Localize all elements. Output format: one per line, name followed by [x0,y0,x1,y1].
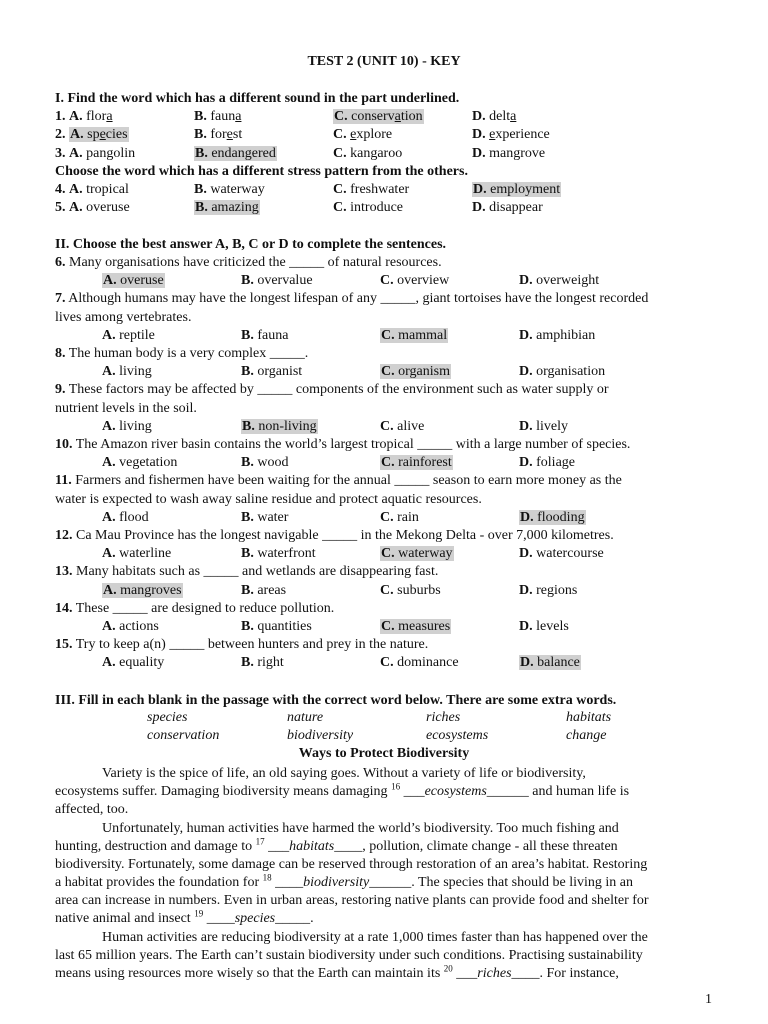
answer-option: D. organisation [519,364,606,379]
answer-option: C. rain [380,510,419,525]
section-2-heading: II. Choose the best answer A, B, C or D to complete the sentences. [55,237,447,252]
answer-option: D. foliage [519,455,575,470]
answer-18: biodiversity [303,875,370,890]
question-text: 10. The Amazon river basin contains the world’s largest tropical _____ with a large number of species. [55,437,631,452]
passage-line: biodiversity. Fortunately, some damage can be reserved through restoration of an area’s habitat. Restoring [55,857,648,872]
question-text: lives among vertebrates. [55,310,192,325]
passage-line: native animal and insect $^{19}$ ____species_____. [55,908,314,926]
question-text: 14. These _____ are designed to reduce pollution. [55,601,335,616]
passage-line: ecosystems suffer. Damaging biodiversity means damaging $^{16}$ ___ecosystems______ and human life is [55,781,630,799]
answer-option: A. living [102,364,152,379]
answer-option: B. fauna [241,328,289,343]
document-title: TEST 2 (UNIT 10) - KEY [307,54,461,69]
passage-line: Variety is the spice of life, an old saying goes. Without a variety of life or biodiversity, [102,766,586,781]
answer-option: C. rainforest [381,455,452,470]
q4-option-a: 4. A. tropical [55,182,129,197]
question-text: 15. Try to keep a(n) _____ between hunters and prey in the nature. [55,637,429,652]
question-text: water is expected to wash away saline residue and protect aquatic resources. [55,492,482,507]
question-text: 11. Farmers and fishermen have been waiting for the annual _____ season to earn more money as the [55,473,622,488]
answer-option: B. right [241,655,284,670]
answer-option: B. non-living [242,419,317,434]
q4-option-d: D. employment [473,182,561,197]
passage-line: affected, too. [55,802,129,817]
answer-option: D. levels [519,619,569,634]
answer-option: B. organist [241,364,303,379]
answer-option: C. dominance [380,655,459,670]
passage-line: Unfortunately, human activities have harmed the world’s biodiversity. Too much fishing and [102,821,619,836]
answer-option: B. wood [241,455,289,470]
answer-option: A. flood [102,510,149,525]
answer-16: ecosystems [424,784,487,799]
passage-line: hunting, destruction and damage to $^{17}$ ___habitats____, pollution, climate change - all these threaten [55,836,618,854]
question-text: 9. These factors may be affected by _____ components of the environment such as water supply or [55,382,609,397]
question-text: nutrient levels in the soil. [55,401,197,416]
answer-option: A. vegetation [102,455,178,470]
passage-line: means using resources more wisely so that the Earth can maintain its $^{20}$ ___riches____. For instance, [55,963,619,981]
q4-option-b: B. waterway [194,182,265,197]
answer-option: B. overvalue [241,273,313,288]
answer-17: habitats [289,839,335,854]
answer-option: C. waterway [381,546,453,561]
question-text: 8. The human body is a very complex _____. [55,346,309,361]
q1-option-c: C. conservation [334,109,423,124]
q2-option-b: B. forest [194,127,243,142]
q1-option-a: 1. A. flora [55,109,113,124]
page-number: 1 [705,992,712,1007]
q5-option-b: B. amazing [195,200,259,215]
word-bank-item: change [566,728,607,743]
word-bank-item: species [147,710,188,725]
answer-option: D. amphibian [519,328,596,343]
q3-option-d: D. mangrove [472,146,546,161]
answer-option: C. organism [381,364,450,379]
q3-option-b: B. endangered [195,146,276,161]
answer-option: D. overweight [519,273,600,288]
answer-option: A. living [102,419,152,434]
question-text: 13. Many habitats such as _____ and wetlands are disappearing fast. [55,564,439,579]
answer-option: B. quantities [241,619,312,634]
passage-title: Ways to Protect Biodiversity [298,746,470,761]
answer-option: A. overuse [103,273,164,288]
section-3-heading: III. Fill in each blank in the passage with the correct word below. There are some extra words. [55,693,617,708]
q3-option-a: 3. A. pangolin [55,146,136,161]
q1-option-d: D. delta [472,109,517,124]
answer-option: A. waterline [102,546,172,561]
q5-option-d: D. disappear [472,200,543,215]
answer-19: species [234,911,276,926]
section-1-heading: I. Find the word which has a different sound in the part underlined. [55,91,460,106]
word-bank-item: nature [287,710,324,725]
answer-option: A. equality [102,655,165,670]
answer-option: B. areas [241,583,287,598]
q3-option-c: C. kangaroo [333,146,403,161]
answer-option: C. overview [380,273,450,288]
answer-option: B. waterfront [241,546,316,561]
answer-option: B. water [241,510,289,525]
answer-option: C. suburbs [380,583,441,598]
passage-line: last 65 million years. The Earth can’t sustain biodiversity under such conditions. Practising sustainability [55,948,643,963]
question-text: 6. Many organisations have criticized the _____ of natural resources. [55,255,442,270]
answer-option: A. mangroves [103,583,182,598]
q2-option-d: D. experience [472,127,550,142]
q2-option-c: C. explore [333,127,393,142]
answer-option: C. measures [381,619,451,634]
word-bank-item: ecosystems [426,728,489,743]
answer-option: D. watercourse [519,546,604,561]
q2-option-a: 2. A. species [55,127,128,142]
passage-line: Human activities are reducing biodiversity at a rate 1,000 times faster than has happened over the [102,930,648,945]
answer-option: A. actions [102,619,159,634]
passage-line: a habitat provides the foundation for $^{18}$ ____biodiversity______. The species that should be living in an [55,872,633,890]
answer-option: D. regions [519,583,578,598]
passage-line: area can increase in numbers. Even in urban areas, restoring native plants can provide food and shelter for [55,893,649,908]
q1-option-b: B. fauna [194,109,242,124]
answer-option: C. alive [380,419,425,434]
answer-option: C. mammal [381,328,448,343]
answer-option: D. balance [520,655,580,670]
word-bank-item: habitats [566,710,612,725]
q4-option-c: C. freshwater [333,182,410,197]
word-bank-item: conservation [147,728,220,743]
word-bank-item: biodiversity [287,728,354,743]
question-text: 12. Ca Mau Province has the longest navigable _____ in the Mekong Delta - over 7,000 kilometres. [55,528,614,543]
answer-20: riches [477,966,512,981]
question-text: 7. Although humans may have the longest lifespan of any _____, giant tortoises have the longest recorded [55,291,649,306]
answer-option: D. flooding [520,510,585,525]
q5-option-a: 5. A. overuse [55,200,130,215]
answer-option: A. reptile [102,328,155,343]
word-bank-item: riches [426,710,461,725]
answer-option: D. lively [519,419,569,434]
q5-option-c: C. introduce [333,200,403,215]
section-1-subheading: Choose the word which has a different stress pattern from the others. [55,164,468,179]
